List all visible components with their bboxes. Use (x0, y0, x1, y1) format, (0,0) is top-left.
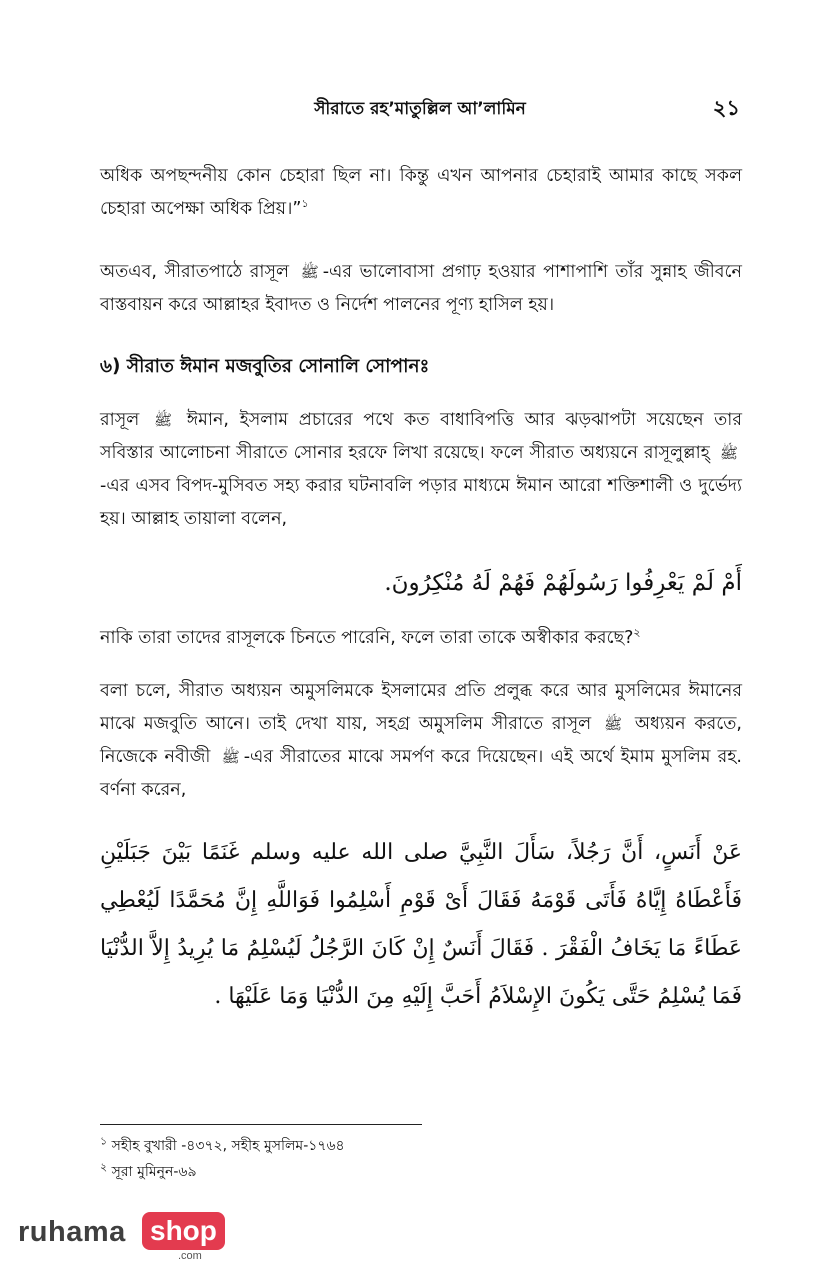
ruhamashop-logo (18, 1212, 238, 1262)
salawat-icon: ﷺ (719, 444, 738, 462)
paragraph-text: অধ্যয়ন করতে, নিজেকে নবীজী (100, 714, 742, 767)
salawat-icon: ﷺ (153, 411, 173, 429)
footnote-divider (100, 1124, 422, 1125)
arabic-hadith: عَنْ أَنَسٍ، أَنَّ رَجُلاً، سَأَلَ النَّبِيَّ صلى الله عليه وسلم غَنَمًا بَيْنَ جَبَلَيْنِ فَأَعْطَاهُ إِيَّاهُ فَأَتَى قَوْمَهُ فَقَالَ أَىْ قَوْمِ أَسْلِمُوا فَوَاللَّهِ إِنَّ مُحَمَّدًا لَيُعْطِي عَطَاءً مَا يَخَافُ الْفَقْرَ . فَقَالَ أَنَسٌ إِنْ كَانَ الرَّجُلُ لَيُسْلِمُ مَا يُرِيدُ إِلاَّ الدُّنْيَا فَمَا يُسْلِمُ حَتَّى يَكُونَ الإِسْلاَمُ أَحَبَّ إِلَيْهِ مِنَ الدُّنْيَا وَمَا عَلَيْهَا . (100, 840, 743, 1009)
page-header (100, 92, 740, 122)
paragraph-text: বলা চলে, সীরাত অধ্যয়ন অমুসলিমকে ইসলামের প্রতি প্রলুব্ধ করে আর মুসলিমের ঈমানের মাঝে মজবুতি আনে। তাই দেখা যায়, সহগ্র অমুসলিম সীরাতে রাসূল (100, 681, 742, 734)
footnote-text: সূরা মুমিনুন-৬৯ (111, 1164, 197, 1180)
logo-shop-badge: shop (142, 1212, 225, 1250)
paragraph-love (100, 256, 742, 322)
page-number: ২১ (712, 96, 740, 120)
paragraph-study (100, 675, 742, 807)
section-heading: ৬) সীরাত ঈমান মজবুতির সোনালি সোপানঃ (100, 356, 430, 377)
footnotes (100, 1133, 740, 1185)
paragraph-text: ঈমান, ইসলাম প্রচারের পথে কত বাধাবিপত্তি আর ঝড়ঝাপটা সয়েছেন তার সবিস্তার আলোচনা সীরাতে সোনার হরফে লিখা রয়েছে। ফলে সীরাত অধ্যয়নে রাসূলুল্লাহ্ (100, 410, 742, 463)
salawat-icon: ﷺ (221, 748, 240, 766)
verse-translation (100, 622, 742, 655)
footnote-ref: ১ (301, 197, 309, 211)
footnote-mark: ১ (100, 1134, 108, 1148)
paragraph-text: -এর এসব বিপদ-মুসিবত সহ্য করার ঘটনাবলি পড়ার মাধ্যমে ঈমান আরো শক্তিশালী ও দুর্ভেদ্য হয়। আল্লাহ তায়ালা বলেন, (100, 476, 742, 529)
footnote-ref: ২ (633, 626, 641, 640)
arabic-verse: أَمْ لَمْ يَعْرِفُوا رَسُولَهُمْ فَهُمْ لَهُ مُنْكِرُونَ. (384, 570, 742, 596)
paragraph-text: অতএব, সীরাতপাঠে রাসূল (100, 262, 290, 282)
footnote-mark: ২ (100, 1160, 108, 1174)
footnote-item (100, 1159, 740, 1185)
page-content (100, 160, 742, 1021)
paragraph-text: -এর সীরাতের মাঝে সমর্পণ করে দিয়েছেন। এই অর্থে ইমাম মুসলিম রহ. বর্ণনা করেন, (100, 747, 742, 800)
footnote-item (100, 1133, 740, 1159)
paragraph-text: অধিক অপছন্দনীয় কোন চেহারা ছিল না। কিন্তু এখন আপনার চেহারাই আমার কাছে সকল চেহারা অপেক্ষা অধিক প্রিয়।” (100, 166, 742, 219)
paragraph-text: -এর ভালোবাসা প্রগাঢ় হওয়ার পাশাপাশি তাঁর সুন্নাহ জীবনে বাস্তবায়ন করে আল্লাহর ইবাদত ও নির্দেশ পালনের পূণ্য হাসিল হয়। (100, 262, 742, 315)
logo-dotcom: .com (178, 1250, 202, 1262)
paragraph-iman (100, 404, 742, 536)
salawat-icon: ﷺ (300, 263, 319, 281)
salawat-icon: ﷺ (603, 715, 623, 733)
translation-text: নাকি তারা তাদের রাসূলকে চিনতে পারেনি, ফলে তারা তাকে অস্বীকার করছে? (100, 628, 634, 648)
running-title: সীরাতে রহ’মাতুল্লিল আ’লামিন (314, 99, 526, 119)
paragraph-text: রাসূল (100, 410, 140, 430)
paragraph-quote-end (100, 160, 742, 226)
footnote-text: সহীহ বুখারী -৪৩৭২, সহীহ মুসলিম-১৭৬৪ (111, 1138, 345, 1154)
logo-wordmark: ruhama (18, 1216, 126, 1248)
